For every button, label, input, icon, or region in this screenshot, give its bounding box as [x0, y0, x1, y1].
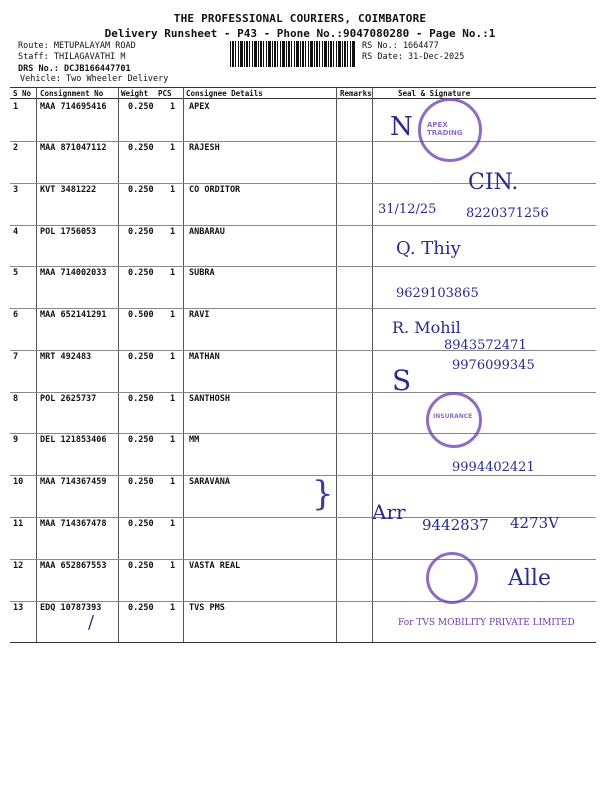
vehicle-label: Vehicle: Two Wheeler Delivery	[20, 74, 169, 84]
row-consignee: SUBRA	[189, 268, 215, 278]
row-weight: 0.250	[128, 352, 154, 362]
row-consignee: APEX	[189, 102, 210, 112]
row-divider	[10, 141, 596, 142]
table-bottom-border	[10, 642, 596, 643]
row-consignee: RAVI	[189, 310, 210, 320]
row-weight: 0.250	[128, 603, 154, 613]
row-sno: 5	[13, 268, 19, 278]
row-pcs: 1	[170, 603, 176, 613]
row-pcs: 1	[170, 352, 176, 362]
row-consignment: MAA 714002033	[40, 268, 107, 278]
row-sno: 11	[13, 519, 24, 529]
row-consignee: SARAVANA	[189, 477, 230, 487]
row-pcs: 1	[170, 310, 176, 320]
rs-date: RS Date: 31-Dec-2025	[362, 52, 465, 62]
col-header-pcs: PCS	[158, 89, 172, 98]
col-header-signature: Seal & Signature	[398, 89, 471, 98]
handwritten-phone: 8943572471	[444, 338, 527, 353]
row-divider	[10, 559, 596, 560]
row-consignee: RAJESH	[189, 143, 220, 153]
company-title: THE PROFESSIONAL COURIERS, COIMBATORE	[173, 12, 427, 25]
staff-label: Staff: THILAGAVATHI M	[18, 52, 126, 62]
row-pcs: 1	[170, 435, 176, 445]
row-divider	[10, 601, 596, 602]
tick-mark: /	[88, 612, 95, 633]
row-pcs: 1	[170, 394, 176, 404]
row-sno: 8	[13, 394, 19, 404]
row-consignment: KVT 3481222	[40, 185, 97, 195]
row-sno: 13	[13, 603, 24, 613]
row-sno: 7	[13, 352, 19, 362]
row-weight: 0.250	[128, 561, 154, 571]
handwritten-phone: 8220371256	[466, 206, 549, 221]
row-consignee: MM	[189, 435, 200, 445]
brace-mark: }	[312, 474, 334, 514]
row-consignment: MAA 871047112	[40, 143, 107, 153]
route-label: Route: METUPALAYAM ROAD	[18, 41, 136, 51]
col-header-remarks: Remarks	[340, 89, 372, 98]
row-sno: 3	[13, 185, 19, 195]
row-sno: 9	[13, 435, 19, 445]
handwritten-phone: 9629103865	[396, 286, 479, 301]
row-divider	[10, 308, 596, 309]
handwritten-phone: 9442837	[422, 516, 489, 534]
signature-r2: CIN.	[468, 170, 519, 195]
rs-number: RS No.: 1664477	[362, 41, 439, 51]
row-consignee: ANBARAU	[189, 227, 225, 237]
row-weight: 0.250	[128, 394, 154, 404]
row-divider	[10, 266, 596, 267]
row-sno: 2	[13, 143, 19, 153]
barcode	[230, 41, 356, 67]
row-sno: 1	[13, 102, 19, 112]
handwritten-phone: 9976099345	[452, 358, 535, 373]
row-pcs: 1	[170, 143, 176, 153]
col-header-sno: S No	[13, 89, 32, 98]
row-consignment: MAA 652867553	[40, 561, 107, 571]
row-weight: 0.250	[128, 185, 154, 195]
company-seal-text: For TVS MOBILITY PRIVATE LIMITED	[398, 618, 575, 628]
row-weight: 0.250	[128, 519, 154, 529]
row-pcs: 1	[170, 477, 176, 487]
row-pcs: 1	[170, 185, 176, 195]
stamp-text: INSURANCE	[433, 413, 473, 420]
signature-scribble: S	[392, 364, 412, 397]
row-consignee: CO ORDITOR	[189, 185, 241, 195]
table-top-border	[10, 87, 596, 88]
row-divider	[10, 475, 596, 476]
row-consignment: MRT 492483	[40, 352, 92, 362]
row-consignee: VASTA REAL	[189, 561, 241, 571]
row-weight: 0.250	[128, 268, 154, 278]
col-header-consignee: Consignee Details	[186, 89, 263, 98]
row-divider	[10, 225, 596, 226]
row-divider	[10, 517, 596, 518]
apex-stamp	[418, 98, 482, 162]
drs-label: DRS No.: DCJB166447701	[18, 64, 131, 74]
row-divider	[10, 392, 596, 393]
row-pcs: 1	[170, 227, 176, 237]
row-weight: 0.250	[128, 477, 154, 487]
row-weight: 0.500	[128, 310, 154, 320]
row-pcs: 1	[170, 519, 176, 529]
row-consignee: TVS PMS	[189, 603, 225, 613]
col-header-consignment: Consignment No	[40, 89, 104, 98]
runsheet-subtitle: Delivery Runsheet - P43 - Phone No.:9047080280 - Page No.:1	[104, 27, 496, 40]
row-consignment: EDQ 10787393	[40, 603, 102, 613]
row-consignment: MAA 652141291	[40, 310, 107, 320]
row-consignment: POL 1756053	[40, 227, 97, 237]
signature-scribble: Arr	[372, 500, 406, 524]
handwritten-code: 4273V	[510, 514, 560, 532]
row-consignee: SANTHOSH	[189, 394, 230, 404]
row-weight: 0.250	[128, 143, 154, 153]
signature-scribble: Alle	[508, 566, 551, 591]
row-consignment: DEL 121853406	[40, 435, 107, 445]
row-weight: 0.250	[128, 102, 154, 112]
row-pcs: 1	[170, 102, 176, 112]
row-pcs: 1	[170, 268, 176, 278]
row-weight: 0.250	[128, 435, 154, 445]
row-divider	[10, 433, 596, 434]
signature-scribble: N	[390, 112, 413, 142]
header-bottom-border	[10, 98, 596, 99]
signature-r6: R. Mohil	[392, 318, 461, 337]
row-consignment: MAA 714367459	[40, 477, 107, 487]
signature-r4: Q. Thiy	[396, 238, 461, 259]
handwritten-phone: 9994402421	[452, 460, 535, 475]
col-header-weight: Weight	[121, 89, 149, 98]
stamp-text: APEX TRADING	[427, 121, 463, 137]
row-consignment: MAA 714367478	[40, 519, 107, 529]
handwritten-date: 31/12/25	[378, 202, 437, 217]
row-sno: 4	[13, 227, 19, 237]
insurance-stamp	[426, 392, 482, 448]
row-sno: 10	[13, 477, 24, 487]
row-sno: 6	[13, 310, 19, 320]
round-seal	[426, 552, 478, 604]
row-weight: 0.250	[128, 227, 154, 237]
row-sno: 12	[13, 561, 24, 571]
row-pcs: 1	[170, 561, 176, 571]
row-consignment: POL 2625737	[40, 394, 97, 404]
row-consignee: MATHAN	[189, 352, 220, 362]
row-consignment: MAA 714695416	[40, 102, 107, 112]
